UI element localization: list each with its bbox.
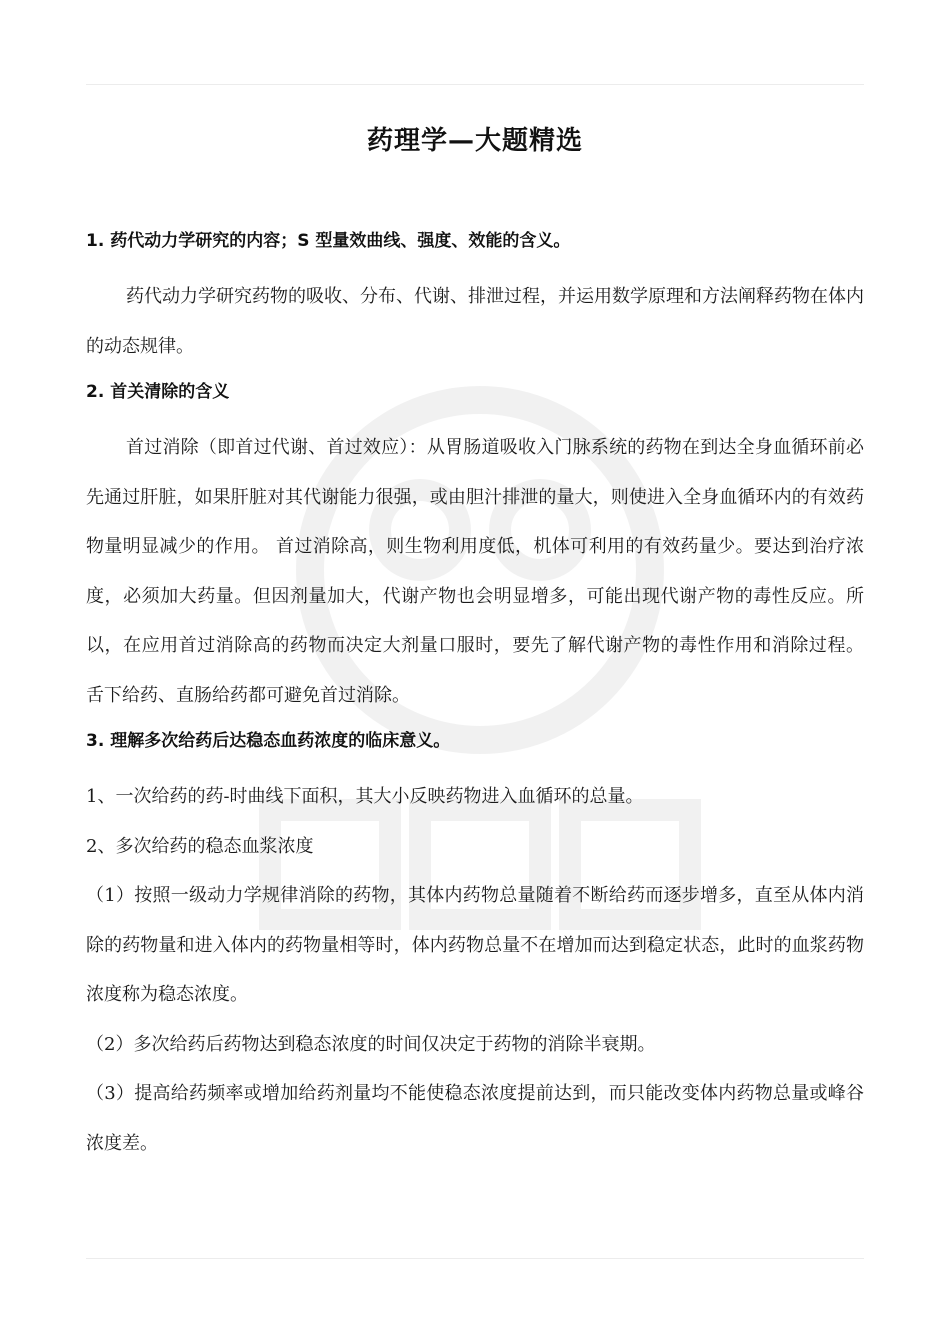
bottom-divider	[86, 1258, 864, 1259]
section-2-heading: 2. 首关清除的含义	[86, 382, 230, 402]
section-2-paragraph: 首过消除（即首过代谢、首过效应）：从胃肠道吸收入门脉系统的药物在到达全身血循环前必先通过肝脏，如果肝脏对其代谢能力很强，或由胆汁排泄的量大，则使进入全身血循环内的有效药物量明显减少的作用。 首过消除高，则生物利用度低，机体可利用的有效药量少。要达到治疗浓度，必须加大药量。但因剂量加大，代谢产物也会明显增多，可能出现代谢产物的毒性反应。所以，在应用首过消除高的药物而决定大剂量口服时，要先了解代谢产物的毒性作用和消除过程。 舌下给药、直肠给药都可避免首过消除。	[86, 437, 864, 706]
section-1-heading: 1. 药代动力学研究的内容；S 型量效曲线、强度、效能的含义。	[86, 231, 571, 251]
document-body	[86, 224, 864, 1168]
section-3-heading: 3. 理解多次给药后达稳态血药浓度的临床意义。	[86, 731, 451, 751]
section-1-paragraph: 药代动力学研究药物的吸收、分布、代谢、排泄过程，并运用数学原理和方法阐释药物在体内的动态规律。	[86, 286, 864, 357]
section-3-item-2: 2、多次给药的稳态血浆浓度	[86, 835, 314, 857]
section-3-item-2-sub-1: （1）按照一级动力学规律消除的药物，其体内药物总量随着不断给药而逐步增多，直至从体内消除的药物量和进入体内的药物量相等时，体内药物总量不在增加而达到稳定状态，此时的血浆药物浓度称为稳态浓度。	[86, 885, 864, 1005]
top-divider	[86, 84, 864, 85]
page-title: 药理学—大题精选	[366, 126, 583, 156]
section-3-item-2-sub-2: （2）多次给药后药物达到稳态浓度的时间仅决定于药物的消除半衰期。	[86, 1033, 656, 1055]
section-3-item-2-sub-3: （3）提高给药频率或增加给药剂量均不能使稳态浓度提前达到，而只能改变体内药物总量或峰谷浓度差。	[86, 1083, 864, 1154]
section-3-item-1: 1、一次给药的药-时曲线下面积，其大小反映药物进入血循环的总量。	[86, 786, 644, 807]
